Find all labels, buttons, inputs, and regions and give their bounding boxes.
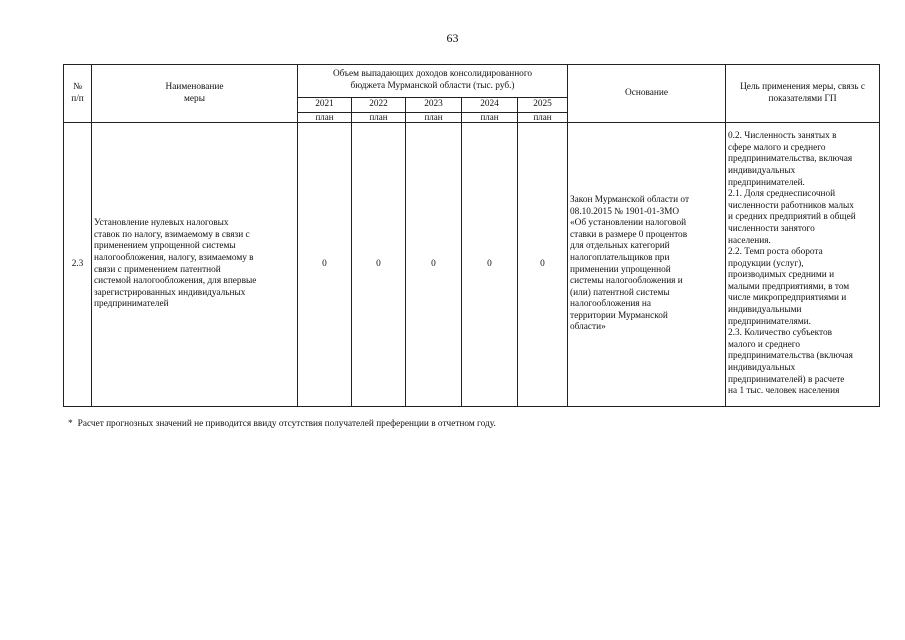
measure-name-line: зарегистрированных индивидуальных xyxy=(94,287,246,298)
basis-line: налогообложения на xyxy=(570,299,651,310)
basis-line: налогоплательщиков при xyxy=(570,252,670,263)
basis-line: ставки в размере 0 процентов xyxy=(570,229,688,240)
year-2023: 2023 xyxy=(406,98,462,113)
page-number: 63 xyxy=(446,31,459,45)
basis-line: Закон Мурманской области от xyxy=(570,194,690,205)
value-2025: 0 xyxy=(518,123,568,407)
goal-line: производимых средними и xyxy=(728,270,835,281)
measure-name-line: предпринимателей xyxy=(94,299,169,310)
value-2021: 0 xyxy=(298,123,352,407)
goal-line: на 1 тыс. человек населения xyxy=(728,386,840,397)
measure-name-line: Установление нулевых налоговых xyxy=(94,218,229,229)
measure-name-line: связи с применением патентной xyxy=(94,264,221,275)
measure-name-line: системой налогообложения, для впервые xyxy=(94,276,257,287)
goal-line: 0.2. Численность занятых в xyxy=(728,131,837,142)
goal-line: числе микропредприятиями и xyxy=(728,293,847,304)
year-2021: 2021 xyxy=(298,98,352,113)
goal-line: и средних предприятий в общей xyxy=(728,212,856,223)
measure-name xyxy=(92,123,298,407)
plan-label: план xyxy=(462,113,518,123)
value-2022: 0 xyxy=(352,123,406,407)
footnote-text: Расчет прогнозных значений не приводится ввиду отсутствия получателей преференции в отчетном году. xyxy=(77,419,496,429)
goal-line: 2.2. Темп роста оборота xyxy=(728,247,823,258)
header-row-1 xyxy=(64,65,880,98)
basis-line: для отдельных категорий xyxy=(570,241,670,252)
measure-name-line: применением упрощенной системы xyxy=(94,241,236,252)
goal-line: предпринимательства (включая xyxy=(728,351,853,362)
goal-line: численности занятого xyxy=(728,223,815,234)
goal-line: индивидуальных xyxy=(728,165,796,176)
goal-line: 2.1. Доля среднесписочной xyxy=(728,189,836,200)
goal-line: предпринимателями. xyxy=(728,316,811,327)
plan-label: план xyxy=(298,113,352,123)
goal-line: индивидуальными xyxy=(728,305,802,316)
basis-line: 08.10.2015 № 1901-01-ЗМО xyxy=(570,206,680,217)
header-num: № п/п xyxy=(64,65,92,123)
header-goal: Цель применения меры, связь с показателями ГП xyxy=(726,65,880,123)
goal-line: 2.3. Количество субъектов xyxy=(728,328,833,339)
goal-line: предпринимателей. xyxy=(728,177,805,188)
table-row xyxy=(64,123,880,407)
goal-line: продукции (услуг), xyxy=(728,258,804,269)
goal-line: предпринимательства, включая xyxy=(728,154,853,165)
basis-line: территории Мурманской xyxy=(570,310,668,321)
year-2022: 2022 xyxy=(352,98,406,113)
basis-line: применении упрощенной xyxy=(570,264,671,275)
basis-line: «Об установлении налоговой xyxy=(570,218,687,229)
header-revenue: Объем выпадающих доходов консолидированного бюджета Мурманской области (тыс. руб.) xyxy=(298,65,568,98)
header-name: Наименование меры xyxy=(92,65,298,123)
goal-line: численности работников малых xyxy=(728,200,854,211)
basis-line: (или) патентной системы xyxy=(570,287,670,298)
measure-name-line: ставок по налогу, взимаемому в связи с xyxy=(94,229,250,240)
goal-line: малыми предприятиями, в том xyxy=(728,281,850,292)
header-basis: Основание xyxy=(568,65,726,123)
row-number: 2.3 xyxy=(64,123,92,407)
value-2023: 0 xyxy=(406,123,462,407)
goal-line: индивидуальных xyxy=(728,363,796,374)
measure-basis xyxy=(568,123,726,407)
basis-line: области» xyxy=(570,322,606,333)
goal-line: предпринимателей) в расчете xyxy=(728,374,845,385)
measure-name-line: налогообложения, налогу, взимаемому в xyxy=(94,252,254,263)
plan-label: план xyxy=(518,113,568,123)
goal-line: сфере малого и среднего xyxy=(728,142,826,153)
measure-goal xyxy=(726,123,880,407)
year-2024: 2024 xyxy=(462,98,518,113)
plan-label: план xyxy=(406,113,462,123)
goal-line: малого и среднего xyxy=(728,339,801,350)
tax-measures-table xyxy=(63,64,880,407)
footnote-marker: * xyxy=(68,419,73,429)
value-2024: 0 xyxy=(462,123,518,407)
plan-label: план xyxy=(352,113,406,123)
footnote xyxy=(68,419,496,429)
year-2025: 2025 xyxy=(518,98,568,113)
goal-line: населения. xyxy=(728,235,771,246)
basis-line: системы налогообложения и xyxy=(570,276,683,287)
